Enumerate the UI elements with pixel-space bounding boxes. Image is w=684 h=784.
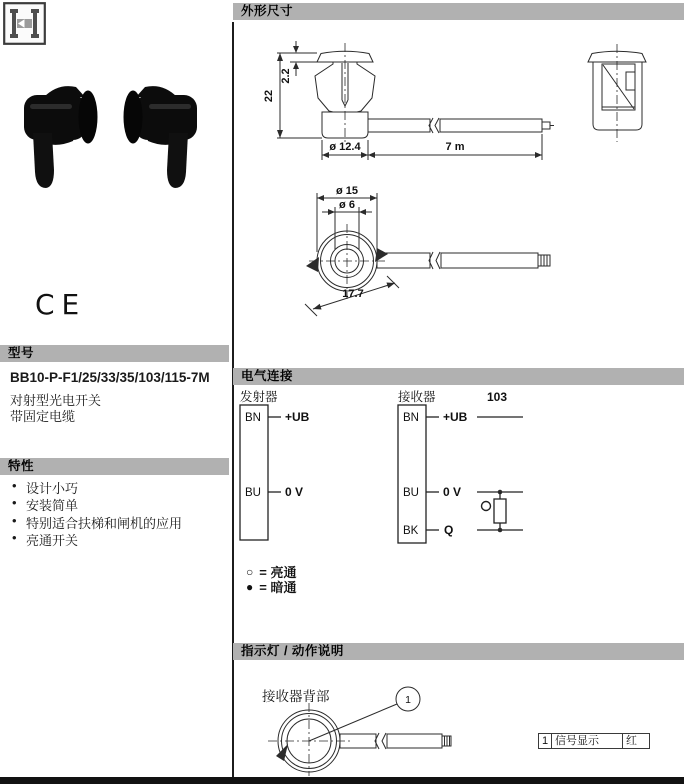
indicator-caption: 接收器背部	[262, 689, 330, 704]
feature-text: 特别适合扶梯和闸机的应用	[26, 515, 183, 531]
wiring-diagram	[233, 386, 684, 548]
filled-circle-icon: ●	[246, 579, 254, 594]
pin-label: BN	[403, 412, 419, 424]
feature-item	[12, 478, 182, 495]
feature-text: 设计小巧	[26, 481, 79, 496]
emitter-title: 发射器	[240, 390, 278, 404]
load-circuit	[477, 417, 523, 532]
dim-label-22: 22	[263, 89, 275, 103]
section-header-dimensions: 外形尺寸	[233, 3, 684, 20]
feature-item	[12, 495, 182, 512]
signal-label: 0 V	[443, 485, 462, 499]
dim-label-2-2: 2.2	[280, 68, 292, 84]
signal-label: +UB	[285, 410, 310, 424]
dim-label-15: ø 15	[335, 185, 359, 197]
legend-text: = 暗通	[259, 580, 297, 595]
signal-table	[538, 733, 650, 749]
dim-label-7m: 7 m	[445, 141, 465, 153]
pin-label: BK	[403, 525, 419, 537]
features-list	[12, 478, 182, 547]
model-desc-line1: 对射型光电开关	[10, 393, 102, 408]
dim-label-12-4: ø 12.4	[329, 141, 361, 153]
wiring-emitter	[240, 389, 310, 540]
section-header-features: 特性	[0, 458, 229, 475]
signal-table-label: 信号显示	[552, 733, 623, 749]
signal-table-no: 1	[538, 733, 552, 749]
bullet-icon: •	[12, 478, 17, 493]
open-circle-icon: ○	[246, 564, 254, 579]
bullet-icon: •	[12, 512, 17, 528]
dim-label-6: ø 6	[339, 199, 355, 211]
drawing-side-view	[263, 41, 554, 160]
drawing-top-view	[305, 185, 550, 316]
dim-label-17-7: 17.7	[342, 288, 364, 300]
sensor-left	[24, 86, 98, 188]
model-desc-line2: 带固定电缆	[10, 409, 76, 424]
sensor-right	[124, 86, 198, 188]
callout-number: 1	[405, 694, 411, 706]
pin-label: BU	[403, 487, 419, 499]
dimension-drawing	[233, 24, 684, 364]
signal-label: +UB	[443, 410, 468, 424]
signal-label: Q	[444, 523, 454, 537]
bullet-icon: •	[12, 495, 17, 511]
section-header-model: 型号	[0, 345, 229, 362]
feature-item	[12, 530, 182, 547]
feature-item	[12, 513, 182, 530]
receiver-variant: 103	[487, 390, 508, 404]
section-header-electrical: 电气连接	[233, 368, 684, 385]
through-beam-sensor-icon	[3, 2, 46, 45]
legend-text: = 亮通	[259, 565, 297, 580]
drawing-front-view	[588, 44, 646, 142]
section-header-indicator: 指示灯 / 动作说明	[233, 643, 684, 660]
page-bottom-bar	[0, 777, 684, 784]
signal-label: 0 V	[285, 485, 304, 499]
ce-mark: CE	[35, 288, 87, 321]
feature-text: 亮通开关	[26, 532, 79, 548]
bullet-icon: •	[12, 529, 17, 545]
indicator-drawing	[233, 664, 684, 777]
legend-dark-on	[246, 577, 296, 596]
wiring-receiver	[398, 389, 523, 543]
model-description	[10, 393, 101, 425]
model-number: BB10-P-F1/25/33/35/103/115-7M	[10, 370, 210, 385]
product-photo	[0, 58, 232, 203]
pin-label: BN	[245, 412, 261, 424]
receiver-title: 接收器	[398, 390, 436, 404]
light-on-indicator	[482, 502, 491, 511]
signal-table-value: 红	[623, 733, 650, 749]
feature-text: 安装简单	[26, 498, 79, 514]
pin-label: BU	[245, 487, 261, 499]
